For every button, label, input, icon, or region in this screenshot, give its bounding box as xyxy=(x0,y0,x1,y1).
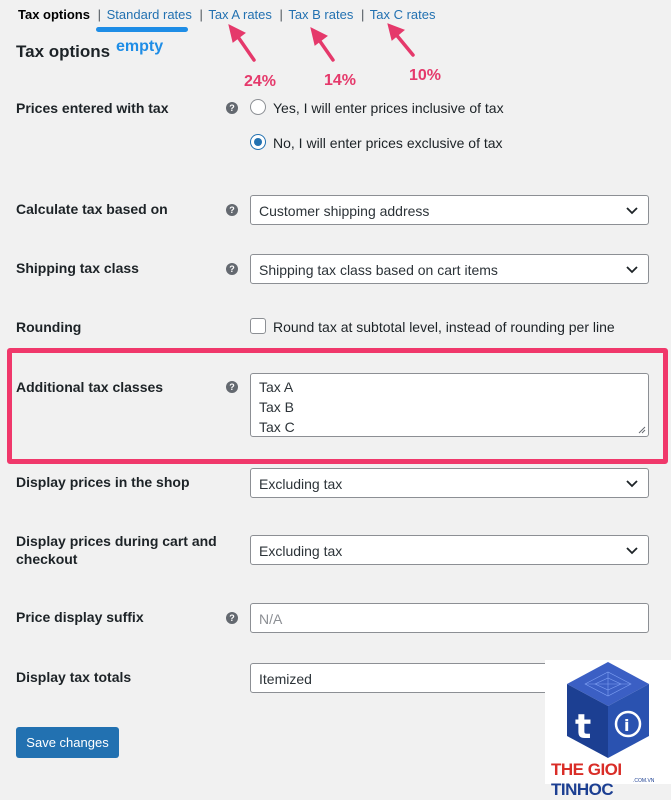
arrow-tax-b-head xyxy=(311,28,327,45)
display-tax-totals-label: Display tax totals xyxy=(16,669,132,685)
subnav-link-tax-a-rates[interactable]: Tax A rates xyxy=(208,7,272,22)
radio-prices-inclusive[interactable] xyxy=(250,99,266,115)
annotation-tax-c-rate: 10% xyxy=(409,67,442,84)
price-display-suffix-label: Price display suffix xyxy=(16,609,144,625)
chevron-down-icon xyxy=(626,263,638,275)
subnav-separator: | xyxy=(199,7,203,22)
chevron-down-icon xyxy=(626,477,638,489)
help-icon[interactable]: ? xyxy=(226,102,238,114)
display-tax-totals-value: Itemized xyxy=(259,671,312,687)
display-prices-shop-label: Display prices in the shop xyxy=(16,474,190,490)
subnav-current-tax-options: Tax options xyxy=(18,7,90,22)
help-icon[interactable]: ? xyxy=(226,263,238,275)
display-prices-shop-select[interactable] xyxy=(250,468,649,498)
watermark-domain-text: .COM.VN xyxy=(633,778,655,784)
page-title: Tax options xyxy=(16,42,111,61)
display-prices-shop-value: Excluding tax xyxy=(259,476,343,492)
svg-text:i: i xyxy=(624,716,630,735)
display-prices-cart-value: Excluding tax xyxy=(259,543,343,559)
prices-entered-label: Prices entered with tax xyxy=(16,100,169,116)
chevron-down-icon xyxy=(626,544,638,556)
tax-class-line: Tax B xyxy=(259,399,295,415)
rounding-checkbox-label[interactable]: Round tax at subtotal level, instead of rounding per line xyxy=(273,319,615,335)
display-prices-cart-select[interactable] xyxy=(250,535,649,565)
shipping-tax-class-value: Shipping tax class based on cart items xyxy=(259,262,498,278)
arrow-tax-c-head xyxy=(388,24,404,40)
resize-grip-icon[interactable] xyxy=(638,426,646,434)
chevron-down-icon xyxy=(626,204,638,216)
price-display-suffix-input[interactable] xyxy=(250,603,649,633)
radio-prices-exclusive[interactable] xyxy=(250,134,266,150)
svg-text:t: t xyxy=(575,707,592,747)
rounding-label: Rounding xyxy=(16,319,82,335)
subnav-link-tax-b-rates[interactable]: Tax B rates xyxy=(288,7,354,22)
subnav-separator: | xyxy=(97,7,101,22)
shipping-tax-class-label: Shipping tax class xyxy=(16,260,139,276)
shipping-tax-class-select[interactable] xyxy=(250,254,649,284)
help-icon[interactable]: ? xyxy=(226,204,238,216)
additional-tax-classes-textarea[interactable] xyxy=(250,373,649,437)
display-prices-cart-label: Display prices during cart and checkout xyxy=(16,533,217,567)
annotation-tax-a-rate: 24% xyxy=(244,73,277,90)
annotation-empty: empty xyxy=(116,38,164,55)
cube-logo-icon xyxy=(565,660,651,760)
save-changes-button[interactable]: Save changes xyxy=(16,727,119,758)
subnav-link-standard-rates[interactable]: Standard rates xyxy=(106,7,192,22)
calculate-tax-select[interactable] xyxy=(250,195,649,225)
tax-class-line: Tax A xyxy=(259,379,294,395)
subnav-separator: | xyxy=(279,7,283,22)
tax-class-line: Tax C xyxy=(259,419,295,435)
arrow-tax-a-head xyxy=(229,25,245,42)
watermark-logo xyxy=(545,660,671,799)
radio-prices-inclusive-label[interactable]: Yes, I will enter prices inclusive of tax xyxy=(273,100,504,116)
help-icon[interactable]: ? xyxy=(226,381,238,393)
price-display-suffix-placeholder: N/A xyxy=(259,611,283,627)
subnav-separator: | xyxy=(360,7,365,22)
additional-tax-classes-label: Additional tax classes xyxy=(16,379,164,395)
annotation-tax-b-rate: 14% xyxy=(324,72,357,89)
watermark-brand-part1: THE GIOI xyxy=(551,760,622,779)
calculate-tax-value: Customer shipping address xyxy=(259,203,430,219)
watermark-brand-part2: TINHOC xyxy=(551,780,614,799)
help-icon[interactable]: ? xyxy=(226,612,238,624)
calculate-tax-label: Calculate tax based on xyxy=(16,201,168,217)
radio-prices-exclusive-label[interactable]: No, I will enter prices exclusive of tax xyxy=(273,135,503,151)
subnav-link-tax-c-rates[interactable]: Tax C rates xyxy=(369,7,436,22)
rounding-checkbox[interactable] xyxy=(250,318,266,334)
